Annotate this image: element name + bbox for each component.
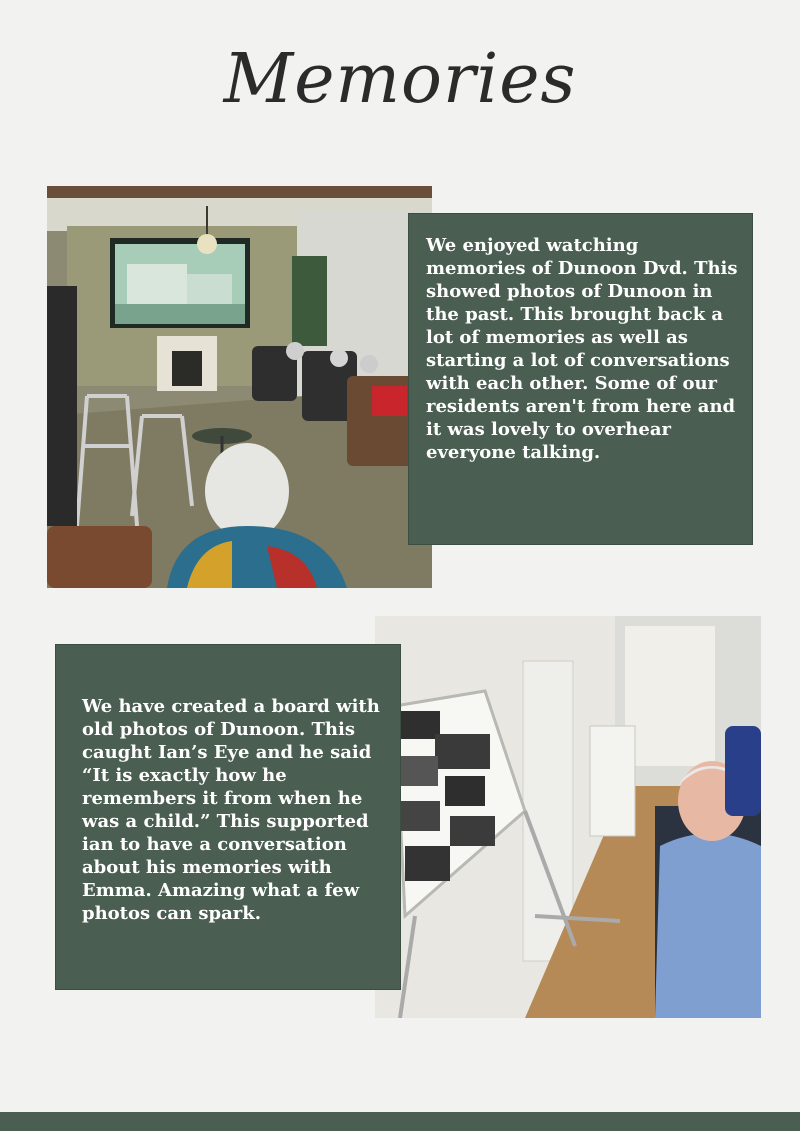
memories-dvd-text: We enjoyed watching memories of Dunoon Dvd. This showed photos of Dunoon in the past. This brought back a lot of memories as well as starting a lot of conversations with each other. Some of our residents aren't from here and it was lovely to overhear everyone talking.: [426, 235, 738, 463]
memories-dvd-text-card: [408, 213, 753, 545]
photo-board-text-card: [55, 644, 401, 990]
photo-board-resident-photo: [375, 616, 761, 1018]
page-title: Memories: [223, 40, 577, 119]
lounge-projector-photo: [47, 186, 432, 588]
photo-board-text: We have created a board with old photos of Dunoon. This caught Ian’s Eye and he said “It is exactly how he remembers it from when he was a child.” This supported ian to have a conversation about his memories with Emma. Amazing what a few photos can spark.: [82, 696, 380, 924]
footer-bar: [0, 1112, 800, 1131]
